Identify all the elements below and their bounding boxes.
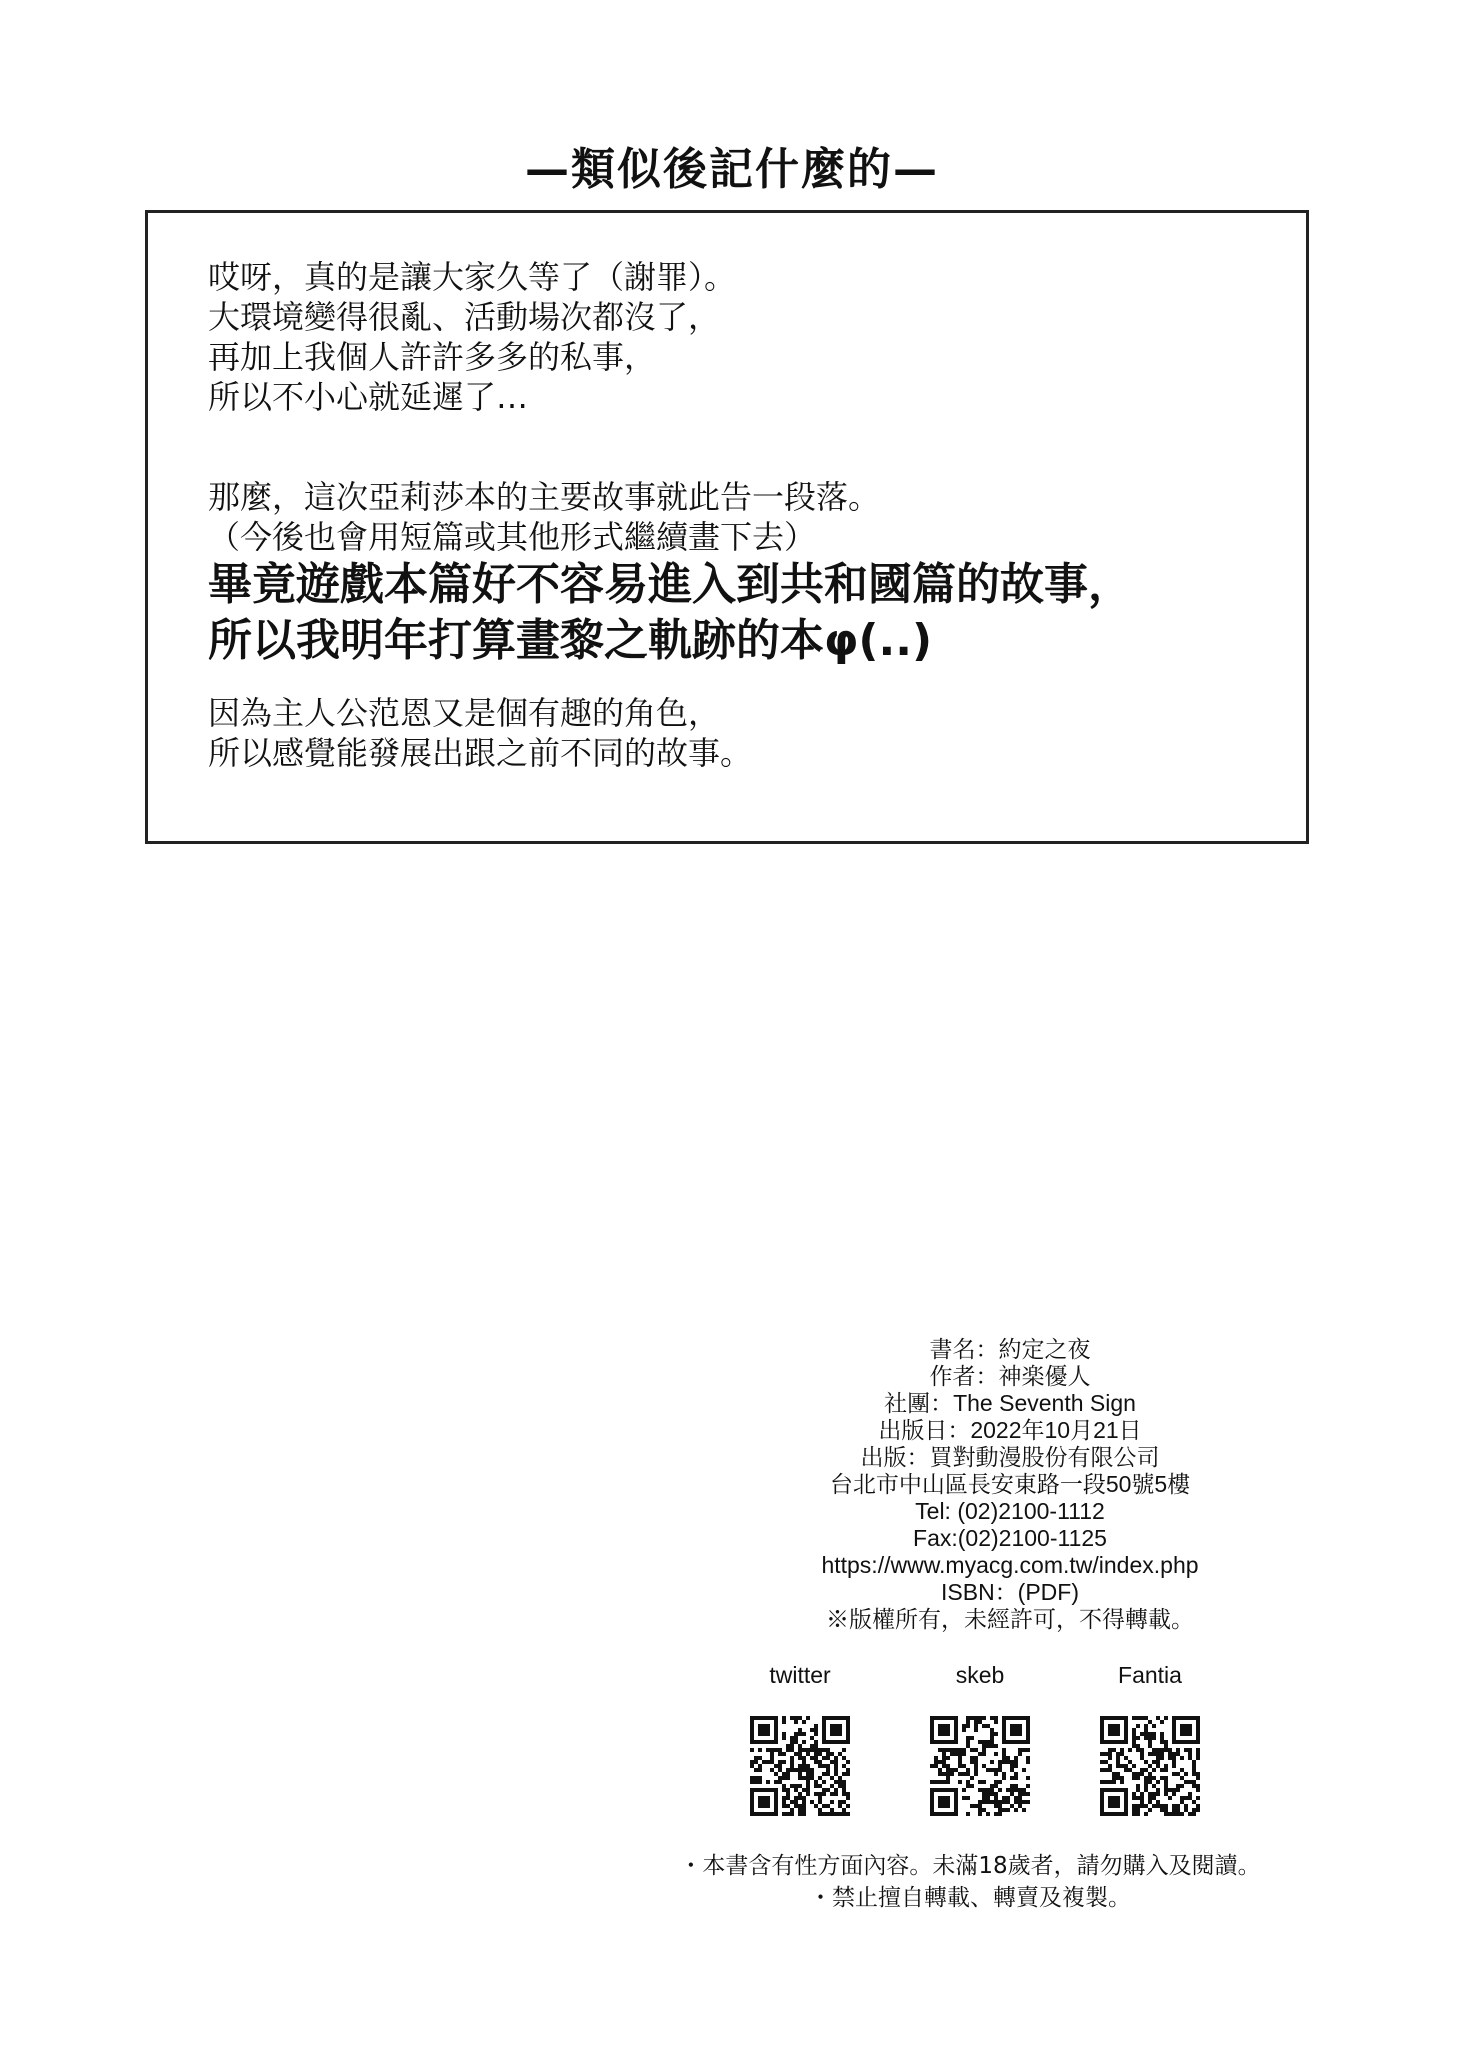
colophon-title-line: 書名：約定之夜 xyxy=(929,1336,1091,1362)
afterword-paragraph-2 xyxy=(208,477,1288,669)
social-label: Fantia xyxy=(1118,1662,1182,1688)
afterword-line: 所以感覺能發展出跟之前不同的故事。 xyxy=(208,734,753,772)
colophon-tel-line: Tel: (02)2100-1112 xyxy=(915,1498,1105,1524)
afterword-box xyxy=(145,210,1309,844)
social-skeb[interactable] xyxy=(890,1660,1070,1816)
afterword-line: 哎呀，真的是讓大家久等了（謝罪）。 xyxy=(208,258,737,296)
social-links xyxy=(690,1660,1330,1830)
colophon-date-line: 出版日：2022年10月21日 xyxy=(878,1417,1142,1443)
colophon xyxy=(690,1336,1330,1633)
colophon-copyright-line: ※版權所有，未經許可，不得轉載。 xyxy=(826,1606,1194,1632)
colophon-circle-line: 社團：The Seventh Sign xyxy=(884,1390,1136,1416)
colophon-fax-line: Fax:(02)2100-1125 xyxy=(913,1525,1107,1551)
social-label: twitter xyxy=(769,1662,831,1688)
afterword-emphasis-line: 所以我明年打算畫黎之軌跡的本φ(..) xyxy=(208,615,933,666)
notices xyxy=(560,1850,1380,1914)
afterword-paragraph-3 xyxy=(208,693,1288,773)
afterword-paragraph-1 xyxy=(208,257,1288,417)
afterword-emphasis-line: 畢竟遊戲本篇好不容易進入到共和國篇的故事， xyxy=(208,559,1132,610)
notice-line: ・禁止擅自轉載、轉賣及複製。 xyxy=(809,1885,1131,1911)
qr-code-icon[interactable] xyxy=(750,1716,850,1816)
colophon-address-line: 台北市中山區長安東路一段50號5樓 xyxy=(829,1471,1191,1497)
afterword-title: —類似後記什麼的— xyxy=(525,144,939,195)
colophon-publisher-line: 出版：買對動漫股份有限公司 xyxy=(860,1444,1160,1470)
afterword-line: 所以不小心就延遲了… xyxy=(208,378,529,416)
colophon-url-line[interactable]: https://www.myacg.com.tw/index.php xyxy=(821,1552,1199,1578)
afterword-line: 再加上我個人許許多多的私事， xyxy=(208,338,657,376)
afterword-line: （今後也會用短篇或其他形式繼續畫下去） xyxy=(208,518,817,556)
notice-line: ・本書含有性方面內容。未滿18歲者，請勿購入及閱讀。 xyxy=(679,1853,1261,1879)
social-twitter[interactable] xyxy=(710,1660,890,1816)
afterword-line: 大環境變得很亂、活動場次都沒了， xyxy=(208,298,721,336)
social-label: skeb xyxy=(955,1662,1005,1688)
colophon-isbn-line: ISBN：(PDF) xyxy=(941,1579,1079,1605)
colophon-author-line: 作者：神楽優人 xyxy=(929,1363,1091,1389)
qr-code-icon[interactable] xyxy=(930,1716,1030,1816)
afterword-line: 那麼，這次亞莉莎本的主要故事就此告一段落。 xyxy=(208,478,881,516)
qr-code-icon[interactable] xyxy=(1100,1716,1200,1816)
social-fantia[interactable] xyxy=(1060,1660,1240,1816)
afterword-line: 因為主人公范恩又是個有趣的角色， xyxy=(208,694,721,732)
